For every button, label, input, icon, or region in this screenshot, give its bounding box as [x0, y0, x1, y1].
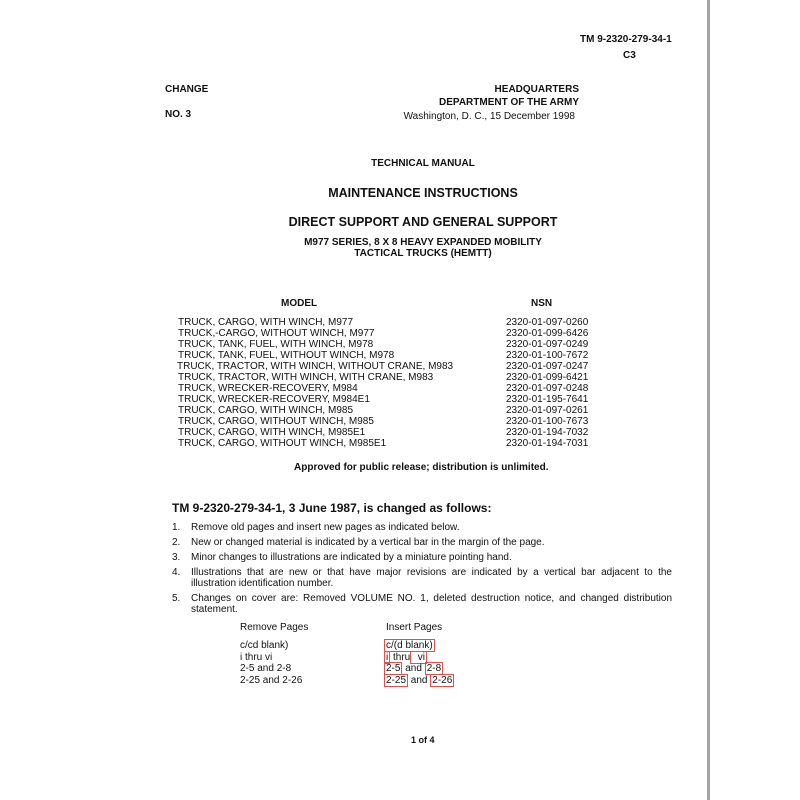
title-maintenance: MAINTENANCE INSTRUCTIONS [328, 186, 518, 200]
step-text: Illustrations that are new or that have major revisions are indicated by a vertical bar adjacent to the illustration identification number. [191, 567, 672, 589]
table-row-model: TRUCK, WRECKER-RECOVERY, M984 [178, 383, 358, 394]
list-item [172, 522, 672, 533]
headquarters: HEADQUARTERS [494, 84, 579, 95]
step-text: New or changed material is indicated by a vertical bar in the margin of the page. [191, 537, 545, 548]
table-row-model: TRUCK, CARGO, WITHOUT WINCH, M985 [178, 416, 374, 427]
highlight-box: 2-8 [426, 663, 442, 674]
remove-page-item: i thru vi [240, 651, 273, 663]
table-row-nsn: 2320-01-097-0248 [506, 383, 589, 394]
insert-pages-list [384, 640, 454, 686]
table-row-model: TRUCK, CARGO, WITH WINCH, M985 [178, 405, 354, 416]
table-row-nsn: 2320-01-194-7032 [506, 427, 589, 438]
nsn-list [506, 317, 588, 449]
highlight-box: c/(d blank) [386, 640, 433, 651]
table-row-nsn: 2320-01-097-0247 [506, 361, 589, 372]
distribution-statement: Approved for public release; distribution is unlimited. [294, 462, 549, 473]
table-row-model: TRUCK, CARGO, WITH WINCH, M977 [178, 317, 354, 328]
tm-number: TM 9-2320-279-34-1 [580, 34, 672, 45]
title-series [0, 237, 800, 259]
table-row-nsn: 2320-01-100-7673 [506, 416, 589, 427]
location-date: Washington, D. C., 15 December 1998 [403, 111, 575, 122]
insert-connector: and [408, 674, 431, 686]
remove-pages-list [240, 640, 302, 686]
step-number: 2. [172, 537, 181, 548]
table-row-model: TRUCK, CARGO, WITHOUT WINCH, M985E1 [178, 438, 387, 449]
title-series-line1: M977 SERIES, 8 X 8 HEAVY EXPANDED MOBILITY [304, 237, 542, 248]
table-row-nsn: 2320-01-195-7641 [506, 394, 589, 405]
table-row-nsn: 2320-01-194-7031 [506, 438, 589, 449]
remove-pages-header: Remove Pages [240, 622, 309, 633]
model-list [178, 317, 453, 449]
table-row-nsn: 2320-01-099-6421 [506, 372, 589, 383]
table-row-nsn: 2320-01-097-0249 [506, 339, 589, 350]
table-row-model: TRUCK, TRACTOR, WITH WINCH, WITHOUT CRANE, M983 [177, 361, 454, 372]
step-number: 1. [172, 522, 181, 533]
insert-connector: and [402, 663, 425, 674]
page-indicator: 1 of 4 [411, 735, 435, 745]
table-row-nsn: 2320-01-097-0261 [506, 405, 589, 416]
step-number: 5. [172, 593, 181, 604]
nsn-column-header: NSN [531, 298, 553, 309]
change-label: CHANGE [165, 84, 209, 95]
table-row-model: TRUCK, CARGO, WITH WINCH, M985E1 [178, 427, 366, 438]
changed-heading: TM 9-2320-279-34-1, 3 June 1987, is changed as follows: [172, 501, 492, 515]
list-item [172, 537, 672, 548]
insert-page-item [384, 675, 454, 687]
remove-page-item: c/cd blank) [240, 640, 289, 651]
highlight-box: 2-25 [386, 674, 407, 686]
change-code: C3 [623, 50, 636, 61]
highlight-box: i [386, 651, 389, 663]
viewer-divider [707, 0, 710, 800]
list-item [172, 593, 672, 615]
insert-pages-header: Insert Pages [386, 622, 443, 633]
list-item [172, 567, 672, 589]
table-row-model: TRUCK, TANK, FUEL, WITH WINCH, M978 [178, 339, 374, 350]
list-item [172, 552, 672, 563]
step-number: 4. [172, 567, 181, 578]
highlight-box: vi [412, 651, 426, 663]
step-text: Remove old pages and insert new pages as indicated below. [191, 522, 460, 533]
table-row-model: TRUCK, TANK, FUEL, WITHOUT WINCH, M978 [178, 350, 395, 361]
insert-page-item [384, 640, 454, 652]
step-text: Changes on cover are: Removed VOLUME NO. 1, deleted destruction notice, and changed distribution statement. [191, 593, 672, 615]
table-row-nsn: 2320-01-100-7672 [506, 350, 589, 361]
model-column-header: MODEL [281, 298, 318, 309]
remove-page-item: 2-5 and 2-8 [240, 663, 292, 674]
title-technical-manual: TECHNICAL MANUAL [371, 158, 475, 169]
step-number: 3. [172, 552, 181, 563]
change-number: NO. 3 [165, 109, 192, 120]
highlight-box: 2-5 [386, 663, 401, 674]
insert-connector: thru [390, 651, 411, 663]
highlight-box: 2-26 [432, 674, 453, 686]
department: DEPARTMENT OF THE ARMY [439, 97, 579, 108]
table-row-model: TRUCK, TRACTOR, WITH WINCH, WITH CRANE, M983 [178, 372, 434, 383]
step-text: Minor changes to illustrations are indicated by a miniature pointing hand. [191, 552, 512, 563]
table-row-nsn: 2320-01-097-0260 [506, 317, 589, 328]
table-row-model: TRUCK, WRECKER-RECOVERY, M984E1 [178, 394, 370, 405]
table-row-model: TRUCK,-CARGO, WITHOUT WINCH, M977 [178, 328, 375, 339]
instruction-list [172, 522, 672, 619]
remove-page-item: 2-25 and 2-26 [240, 674, 303, 686]
title-support: DIRECT SUPPORT AND GENERAL SUPPORT [288, 215, 558, 229]
table-row-nsn: 2320-01-099-6426 [506, 328, 589, 339]
insert-page-item [384, 663, 454, 675]
title-series-line2: TACTICAL TRUCKS (HEMTT) [354, 248, 492, 259]
